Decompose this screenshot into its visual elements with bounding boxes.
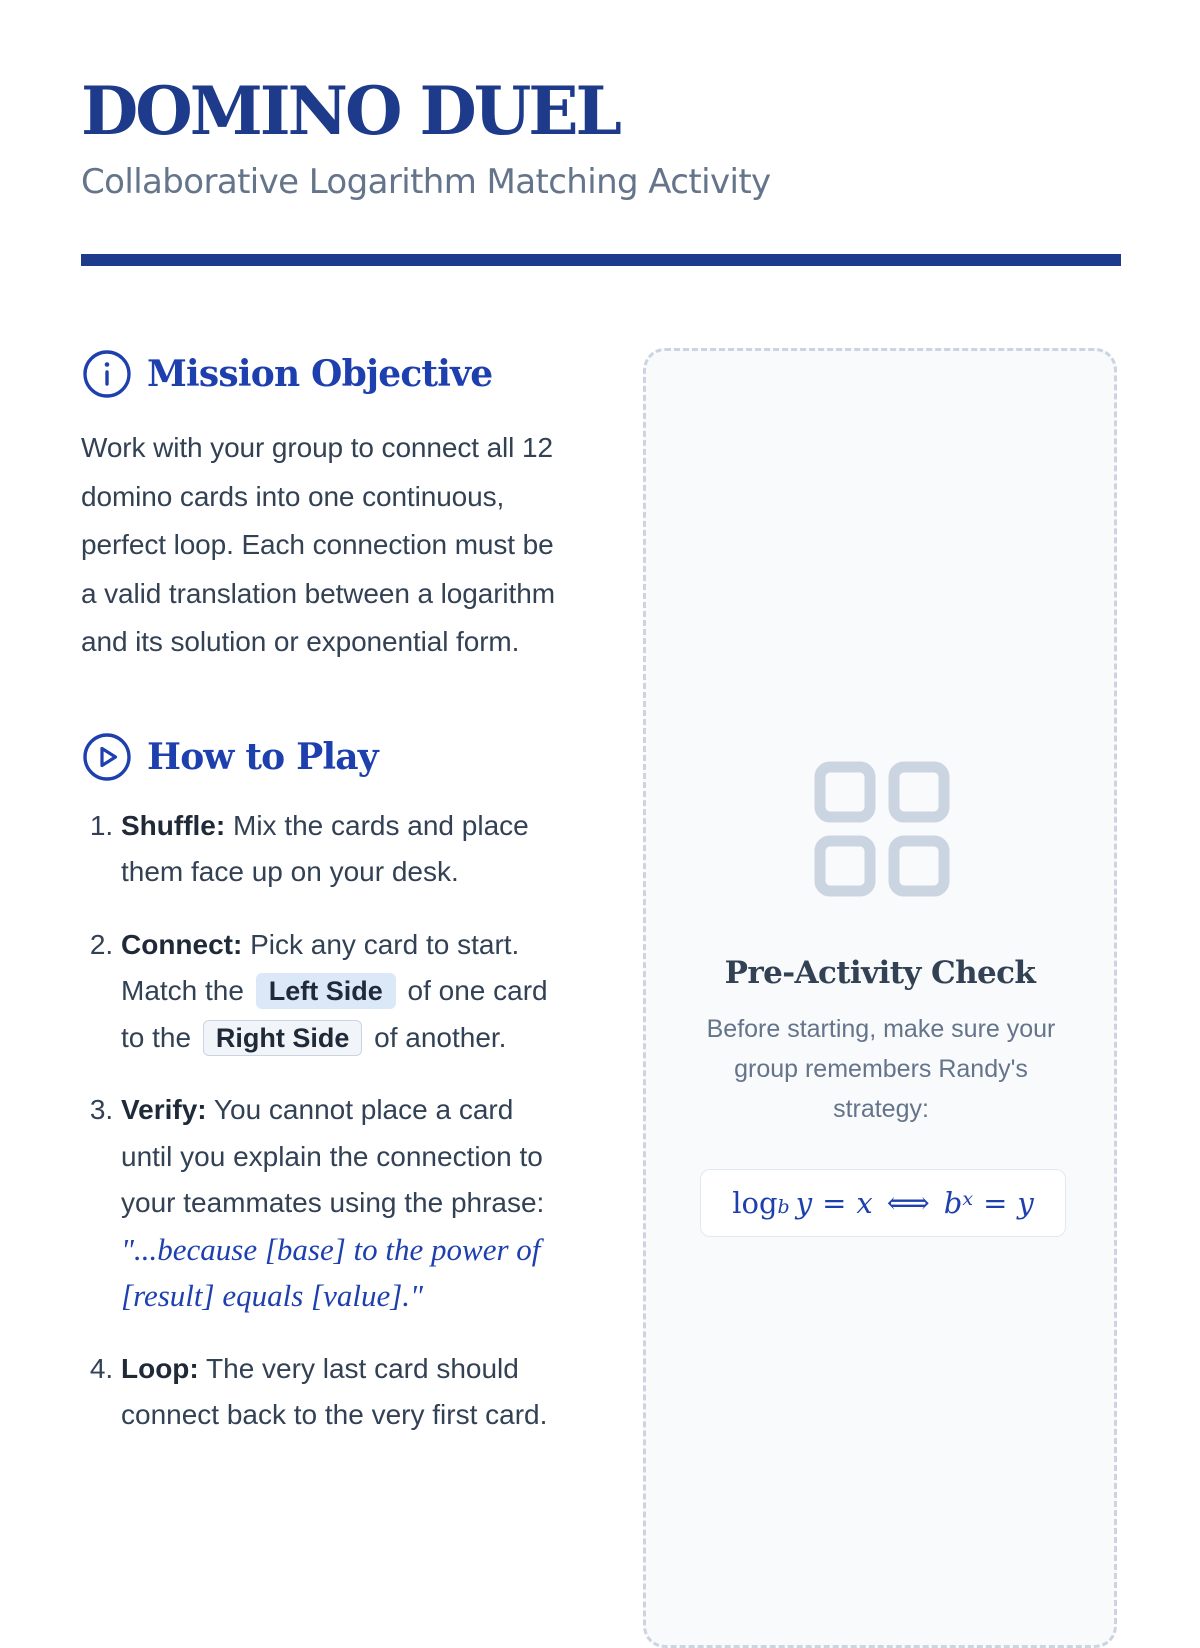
formula-log-base: b: [777, 1196, 790, 1218]
right-side-chip: Right Side: [203, 1020, 363, 1056]
step-verify: [121, 1087, 561, 1320]
formula-equals: =: [983, 1186, 1008, 1220]
formula-log-arg: y: [795, 1186, 813, 1220]
mission-heading: Mission Objective: [147, 353, 493, 395]
step-shuffle: [121, 803, 561, 896]
howto-heading-row: [81, 729, 561, 785]
pre-activity-card: [643, 348, 1117, 1648]
worksheet-page: [81, 0, 1121, 1600]
step-text: of one card to the: [121, 975, 548, 1053]
step-text: Mix the cards and place them face up on your desk.: [121, 809, 529, 887]
play-circle-icon: [81, 731, 133, 783]
step-connect: [121, 922, 561, 1062]
page-title: DOMINO DUEL: [81, 72, 619, 150]
formula-exp-power: x: [962, 1188, 974, 1210]
formula-exp-base: b: [943, 1186, 963, 1220]
left-side-chip: Left Side: [256, 973, 396, 1009]
page-subtitle: Collaborative Logarithm Matching Activity: [81, 162, 771, 202]
step-text: The very last card should connect back to the very first card.: [121, 1352, 548, 1430]
title-divider: [81, 254, 1121, 266]
verify-phrase: "...because [base] to the power of [result] equals [value].": [121, 1231, 541, 1313]
howto-heading: How to Play: [147, 735, 378, 778]
step-text: You cannot place a card until you explain the connection to your teammates using the phrase:: [121, 1094, 545, 1218]
steps-list: [81, 803, 561, 1439]
grid-icon: [814, 761, 950, 897]
mission-text: Work with your group to connect all 12 domino cards into one continuous, perfect loop. Each connection must be a valid translation between a logarithm and its solution or exponential form.: [81, 432, 555, 657]
step-text: Pick any card to start. Match the: [121, 928, 520, 1006]
formula-iff: ⟺: [886, 1185, 930, 1221]
step-label: Connect:: [121, 928, 243, 960]
precheck-heading: Pre-Activity Check: [724, 955, 1036, 991]
step-text: of another.: [374, 1021, 507, 1053]
step-loop: [121, 1346, 561, 1439]
precheck-text: Before starting, make sure your group remembers Randy's strategy:: [706, 1015, 1056, 1123]
info-circle-icon: [81, 348, 133, 400]
mission-heading-row: [81, 346, 561, 402]
formula-equals: =: [822, 1186, 847, 1220]
formula-log-result: x: [856, 1186, 873, 1220]
step-label: Shuffle:: [121, 809, 226, 841]
step-label: Verify:: [121, 1094, 207, 1125]
log-formula: [700, 1169, 1066, 1237]
step-label: Loop:: [121, 1352, 199, 1384]
instructions-column: [81, 346, 561, 1465]
formula-log-word: log: [732, 1186, 778, 1220]
formula-exp-result: y: [1017, 1186, 1034, 1220]
